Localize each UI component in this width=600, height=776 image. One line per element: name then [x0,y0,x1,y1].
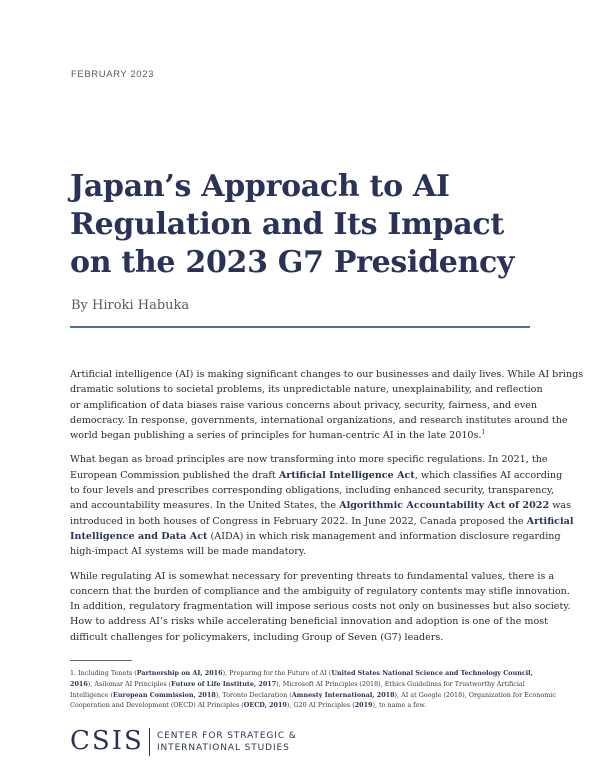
text-fragment: ), to name a few. [372,701,427,710]
text-fragment: and accountability measures. In the United States, the [70,500,340,512]
text-line [70,529,561,544]
footnote-line [70,679,540,690]
text-fragment: world began publishing a series of principles for human-centric AI in the late 2010s. [70,430,482,442]
link-aida[interactable]: Artificial [526,515,574,527]
page-title [70,168,540,282]
footnote-link[interactable]: Partnership on AI, 2016 [136,669,223,677]
link-aida[interactable]: Intelligence and Data Act [70,530,208,542]
text-line [70,428,536,443]
footnote [70,668,556,711]
footnote-link[interactable]: European Commission, 2018 [113,690,216,699]
title-line: Japan’s Approach to AI [70,169,450,204]
footnote-link[interactable]: Future of Life Institute, 2017 [171,679,277,688]
publication-date: FEBRUARY 2023 [71,69,154,80]
logo-text [157,730,297,754]
text-fragment: European Commission published the draft [70,469,279,481]
logo-divider [149,728,150,756]
text-line [70,468,563,483]
link-ai-act[interactable]: Artificial Intelligence Act [278,469,415,481]
text-fragment: (AIDA) in which risk management and information disclosure regarding [207,530,561,542]
text-fragment: was [549,500,572,512]
text-fragment: ), Microsoft AI Principles (2018), Ethics Guidelines for Trustworthy Artificial [276,679,525,688]
footnote-line [70,700,540,711]
text-line: concern that the burden of compliance and the ambiguity of regulatory contents may stifle innovation. [70,585,570,597]
text-fragment: Intelligence ( [70,690,113,699]
paragraph-1 [70,367,584,443]
text-line: democracy. In response, governments, international organizations, and research institutes around the [70,414,568,426]
text-line: high-impact AI systems will be made mandatory. [70,546,307,558]
logo-wordmark: CSIS [70,726,144,756]
text-line: While regulating AI is somewhat necessary for preventing threats to fundamental values, there is a [70,570,555,582]
text-line: dramatic solutions to societal problems, its unpredictable nature, unexplainability, and reflection [70,384,543,396]
text-fragment: introduced in both houses of Congress in February 2022. In June 2022, Canada proposed the [70,515,527,527]
text-fragment: 1. Including Tenets ( [70,669,137,677]
article-body [70,367,584,654]
paragraph-2 [70,452,574,559]
text-line: How to address AI’s risks while accelerating beneficial innovation and adoption is one of the most [70,616,549,628]
title-line: Regulation and Its Impact [70,207,504,242]
footnote-link[interactable]: 2016 [70,679,88,688]
text-line: or amplification of data biases raise various concerns about privacy, security, fairness, and even [70,399,538,411]
text-line: to four levels and prescribes corresponding obligations, including enhanced security, transparency, [70,485,555,497]
text-line: What began as broad principles are now transforming into more specific regulations. In 2021, the [70,454,548,466]
footnote-divider [70,660,132,661]
paragraph-3 [70,569,571,645]
footnote-link[interactable]: United States National Science and Technology Council, [331,669,533,677]
author-byline: By Hiroki Habuka [71,298,190,313]
text-fragment: ), Preparing for the Future of AI ( [222,669,332,677]
logo-line: CENTER FOR STRATEGIC & [157,731,297,741]
title-line: on the 2023 G7 Presidency [70,245,515,280]
footnote-link[interactable]: Amnesty International, 2018 [291,690,395,699]
text-line [70,514,574,529]
text-fragment: ), Asilomar AI Principles ( [87,679,172,688]
text-fragment: , which classifies AI according [414,469,563,481]
link-algorithmic-accountability-act[interactable]: Algorithmic Accountability Act of 2022 [339,500,550,512]
text-line: difficult challenges for policymakers, including Group of Seven (G7) leaders. [70,631,444,643]
text-line: In addition, regulatory fragmentation will impose serious costs not only on businesses but also society. [70,601,571,613]
text-fragment: ), Toronto Declaration ( [215,690,292,699]
logo-line: INTERNATIONAL STUDIES [157,743,290,753]
footnote-link[interactable]: 2019 [354,701,373,710]
text-line: Artificial intelligence (AI) is making significant changes to our businesses and daily lives. While AI brings [70,369,584,380]
text-fragment: ), G20 AI Principles ( [286,701,355,710]
text-line [70,498,572,513]
footnote-marker[interactable]: 1 [481,429,486,436]
footnote-line [70,668,540,679]
title-divider [70,326,530,328]
footnote-line [70,690,556,701]
text-fragment: Cooperation and Development (OECD) AI Principles ( [70,701,244,710]
text-fragment: ), AI at Google (2018), Organization for Economic [394,690,556,699]
footnote-link[interactable]: OECD, 2019 [243,701,287,710]
